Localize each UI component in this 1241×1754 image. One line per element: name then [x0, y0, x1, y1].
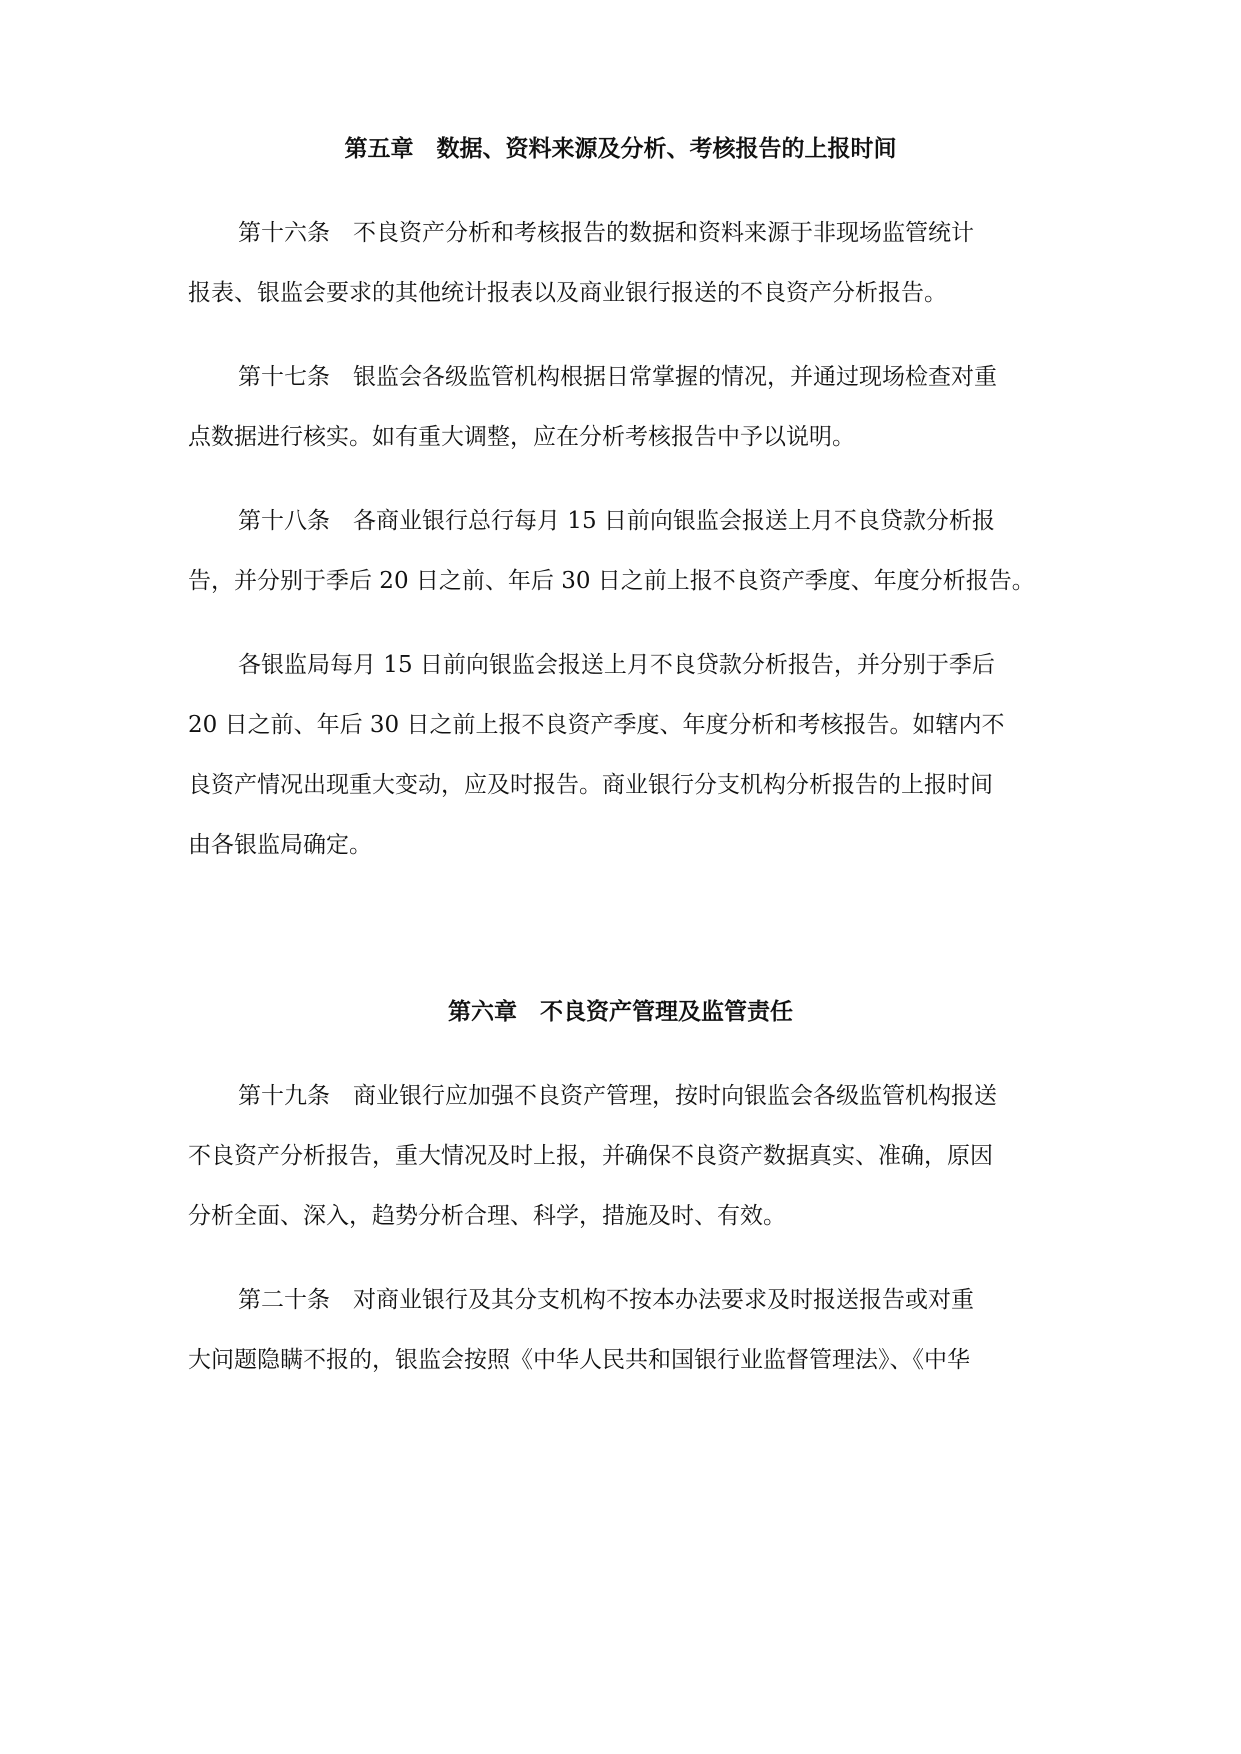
article-19-line-2: 不良资产分析报告，重大情况及时上报，并确保不良资产数据真实、准确，原因	[188, 1143, 993, 1169]
article-20-line-1: 第二十条 对商业银行及其分支机构不按本办法要求及时报送报告或对重	[238, 1287, 974, 1313]
article-18-line-1: 第十八条 各商业银行总行每月 15 日前向银监会报送上月不良贷款分析报	[238, 508, 995, 534]
article-17-line-2: 点数据进行核实。如有重大调整，应在分析考核报告中予以说明。	[188, 424, 855, 450]
article-20-line-2: 大问题隐瞒不报的，银监会按照《中华人民共和国银行业监督管理法》、《中华	[188, 1347, 970, 1373]
article-18-line-2: 告，并分别于季后 20 日之前、年后 30 日之前上报不良资产季度、年度分析报告。	[188, 568, 1035, 594]
paragraph-line-3: 良资产情况出现重大变动，应及时报告。商业银行分支机构分析报告的上报时间	[188, 772, 993, 798]
paragraph-line-1: 各银监局每月 15 日前向银监会报送上月不良贷款分析报告，并分别于季后	[238, 652, 995, 678]
article-16-line-2: 报表、银监会要求的其他统计报表以及商业银行报送的不良资产分析报告。	[188, 280, 947, 306]
paragraph-line-4: 由各银监局确定。	[188, 832, 372, 858]
article-16-line-1: 第十六条 不良资产分析和考核报告的数据和资料来源于非现场监管统计	[238, 220, 974, 246]
article-19-line-3: 分析全面、深入，趋势分析合理、科学，措施及时、有效。	[188, 1203, 786, 1229]
article-17-line-1: 第十七条 银监会各级监管机构根据日常掌握的情况，并通过现场检查对重	[238, 364, 997, 390]
chapter-5-heading: 第五章 数据、资料来源及分析、考核报告的上报时间	[344, 135, 897, 162]
paragraph-line-2: 20 日之前、年后 30 日之前上报不良资产季度、年度分析和考核报告。如辖内不	[188, 712, 1005, 738]
article-19-line-1: 第十九条 商业银行应加强不良资产管理，按时向银监会各级监管机构报送	[238, 1083, 997, 1109]
chapter-6-heading: 第六章 不良资产管理及监管责任	[448, 998, 793, 1025]
